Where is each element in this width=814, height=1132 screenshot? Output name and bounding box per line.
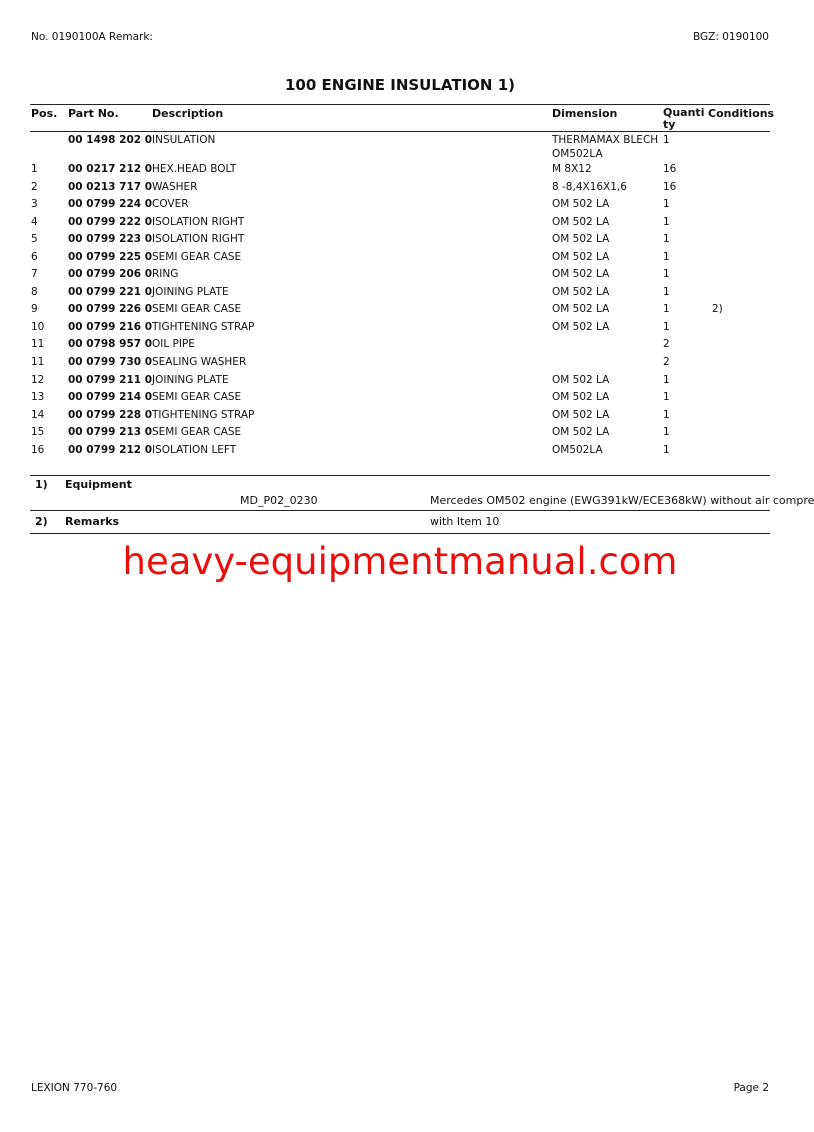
row-pos: 11 (31, 338, 45, 350)
row-dimension-line2: OM502LA (552, 148, 603, 160)
row-pos: 15 (31, 426, 45, 438)
footnote-1-number: 1) (35, 478, 48, 491)
row-description: JOINING PLATE (152, 286, 229, 298)
col-header-quantity-line1: Quanti (663, 106, 705, 119)
row-dimension: M 8X12 (552, 163, 592, 175)
row-pos: 9 (31, 303, 38, 315)
row-description: JOINING PLATE (152, 374, 229, 386)
row-pos: 1 (31, 163, 38, 175)
table-top-rule (30, 104, 770, 105)
row-pos: 5 (31, 233, 38, 245)
row-dimension: OM 502 LA (552, 426, 610, 438)
col-header-dimension: Dimension (552, 107, 618, 120)
footnote-1-code: MD_P02_0230 (240, 494, 318, 507)
col-header-part-no: Part No. (68, 107, 119, 120)
row-dimension: OM 502 LA (552, 251, 610, 263)
row-description: SEMI GEAR CASE (152, 303, 242, 315)
watermark-text: heavy-equipmentmanual.com (122, 540, 678, 583)
row-dimension: OM 502 LA (552, 268, 610, 280)
row-pos: 6 (31, 251, 38, 263)
page-number: Page 2 (733, 1082, 769, 1094)
row-quantity: 1 (663, 251, 670, 263)
row-part-no: 00 0799 206 0 (68, 268, 153, 280)
row-dimension: OM 502 LA (552, 409, 610, 421)
footnote-2-rule (30, 533, 770, 534)
footnote-2-text: with Item 10 (430, 515, 500, 528)
footnote-2-number: 2) (35, 515, 48, 528)
row-part-no: 00 0799 221 0 (68, 286, 153, 298)
row-description: TIGHTENING STRAP (152, 409, 255, 421)
row-description: OIL PIPE (152, 338, 195, 350)
row-pos: 3 (31, 198, 38, 210)
row-pos: 8 (31, 286, 38, 298)
row-part-no: 00 0799 216 0 (68, 321, 153, 333)
document-number: No. 0190100A Remark: (31, 31, 153, 43)
row-pos: 11 (31, 356, 45, 368)
row-dimension: THERMAMAX BLECH (552, 134, 659, 146)
row-condition: 2) (712, 303, 723, 315)
row-description: SEMI GEAR CASE (152, 426, 242, 438)
row-quantity: 1 (663, 303, 670, 315)
col-header-quantity (663, 107, 704, 131)
row-pos: 14 (31, 409, 45, 421)
row-part-no: 00 0799 228 0 (68, 409, 153, 421)
row-dimension: 8 -8,4X16X1,6 (552, 181, 627, 193)
row-quantity: 1 (663, 409, 670, 421)
row-dimension: OM 502 LA (552, 303, 610, 315)
row-part-no: 00 0799 224 0 (68, 198, 153, 210)
row-part-no: 00 1498 202 0 (68, 134, 153, 146)
row-description: HEX.HEAD BOLT (152, 163, 237, 175)
row-quantity: 1 (663, 391, 670, 403)
row-quantity: 16 (663, 163, 677, 175)
col-header-pos: Pos. (31, 107, 58, 120)
row-pos: 2 (31, 181, 38, 193)
row-description: WASHER (152, 181, 198, 193)
row-quantity: 1 (663, 134, 670, 146)
row-dimension: OM 502 LA (552, 216, 610, 228)
row-description: ISOLATION LEFT (152, 444, 237, 456)
row-quantity: 1 (663, 286, 670, 298)
row-quantity: 1 (663, 233, 670, 245)
row-quantity: 1 (663, 198, 670, 210)
row-dimension: OM 502 LA (552, 321, 610, 333)
row-part-no: 00 0213 717 0 (68, 181, 153, 193)
header-bottom-rule (30, 131, 770, 132)
footnotes-top-rule (30, 475, 770, 476)
row-part-no: 00 0799 226 0 (68, 303, 153, 315)
row-pos: 10 (31, 321, 45, 333)
row-part-no: 00 0798 957 0 (68, 338, 153, 350)
bgz-number: BGZ: 0190100 (693, 31, 769, 43)
row-description: INSULATION (152, 134, 216, 146)
row-part-no: 00 0799 223 0 (68, 233, 153, 245)
row-quantity: 2 (663, 338, 670, 350)
row-pos: 16 (31, 444, 45, 456)
row-quantity: 1 (663, 216, 670, 228)
row-quantity: 1 (663, 321, 670, 333)
row-dimension: OM 502 LA (552, 198, 610, 210)
row-part-no: 00 0799 222 0 (68, 216, 153, 228)
row-quantity: 1 (663, 268, 670, 280)
footnote-1-rule (30, 510, 770, 511)
footnote-2-label: Remarks (65, 515, 120, 528)
row-part-no: 00 0217 212 0 (68, 163, 153, 175)
col-header-conditions: Conditions (708, 107, 775, 120)
row-pos: 13 (31, 391, 45, 403)
col-header-quantity-line2: ty (663, 118, 676, 131)
row-description: SEMI GEAR CASE (152, 251, 242, 263)
row-pos: 12 (31, 374, 45, 386)
row-part-no: 00 0799 730 0 (68, 356, 153, 368)
row-pos: 7 (31, 268, 38, 280)
row-part-no: 00 0799 211 0 (68, 374, 153, 386)
row-dimension: OM 502 LA (552, 391, 610, 403)
row-quantity: 2 (663, 356, 670, 368)
row-description: SEALING WASHER (152, 356, 247, 368)
row-description: COVER (152, 198, 189, 210)
row-quantity: 16 (663, 181, 677, 193)
row-description: RING (152, 268, 179, 280)
row-description: ISOLATION RIGHT (152, 233, 245, 245)
footnote-1-text: Mercedes OM502 engine (EWG391kW/ECE368kW) without air compre (430, 494, 814, 507)
row-dimension: OM 502 LA (552, 233, 610, 245)
col-header-description: Description (152, 107, 224, 120)
row-part-no: 00 0799 214 0 (68, 391, 153, 403)
row-dimension: OM 502 LA (552, 374, 610, 386)
row-dimension: OM502LA (552, 444, 603, 456)
row-quantity: 1 (663, 374, 670, 386)
row-pos: 4 (31, 216, 38, 228)
model-name: LEXION 770-760 (31, 1082, 118, 1094)
row-part-no: 00 0799 213 0 (68, 426, 153, 438)
row-quantity: 1 (663, 426, 670, 438)
row-description: SEMI GEAR CASE (152, 391, 242, 403)
row-description: ISOLATION RIGHT (152, 216, 245, 228)
row-dimension: OM 502 LA (552, 286, 610, 298)
row-description: TIGHTENING STRAP (152, 321, 255, 333)
footnote-1-label: Equipment (65, 478, 132, 491)
page-title: 100 ENGINE INSULATION 1) (284, 76, 515, 94)
row-part-no: 00 0799 212 0 (68, 444, 153, 456)
row-quantity: 1 (663, 444, 670, 456)
row-part-no: 00 0799 225 0 (68, 251, 153, 263)
